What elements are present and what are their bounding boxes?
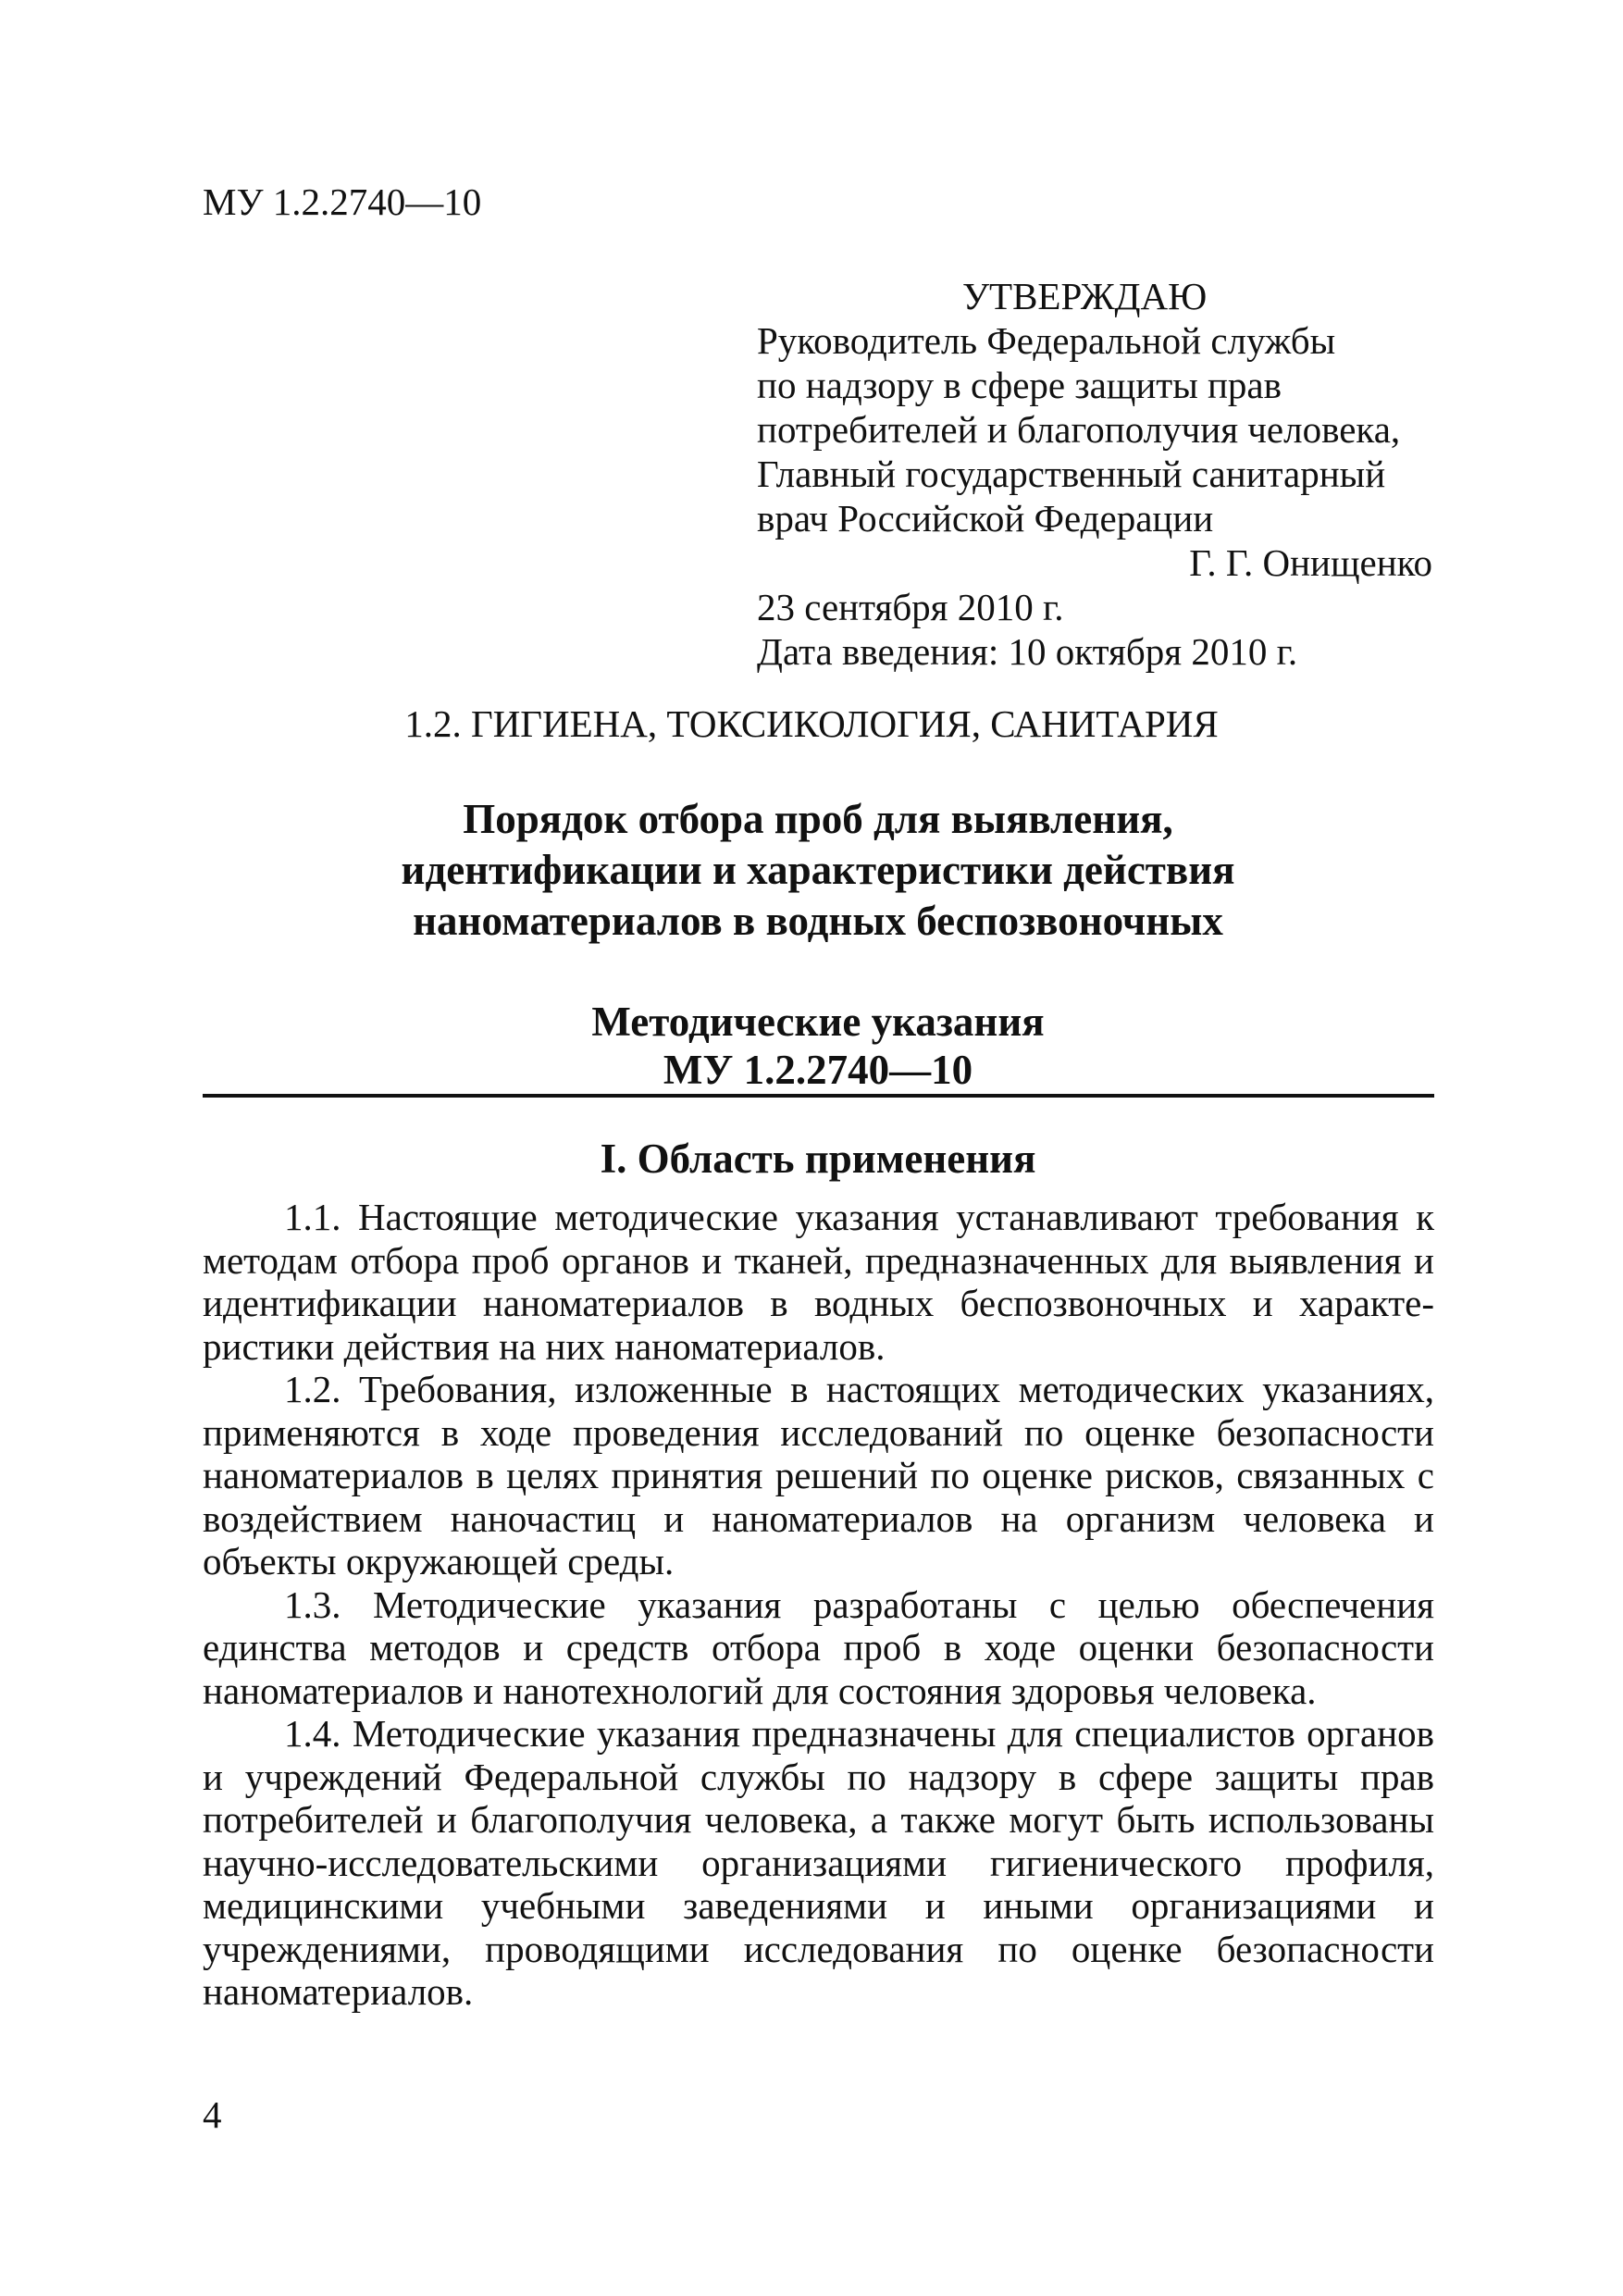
chapter-heading: I. Область применения <box>600 1136 1036 1182</box>
approval-date: 23 сентября 2010 г. <box>757 586 1064 628</box>
document-title <box>203 794 1433 947</box>
document-subtitle <box>203 998 1433 1094</box>
approval-title: УТВЕРЖДАЮ <box>962 275 1208 317</box>
section-heading: 1.2. ГИГИЕНА, ТОКСИКОЛОГИЯ, САНИТАРИЯ <box>404 702 1219 745</box>
document-code-header: МУ 1.2.2740—10 <box>203 180 482 223</box>
paragraph: 1.3. Методические указания разработаны с целью обеспечения единства методов и средств отбора проб в ходе оценки безопасности наноматериалов и нанотехнологий для состояния здоровья человека. <box>203 1582 1434 1712</box>
chapter-body <box>203 1196 1434 2014</box>
approval-line: потребителей и благополучия человека, <box>757 408 1401 451</box>
approval-signer: Г. Г. Онищенко <box>1189 541 1432 584</box>
effective-date: Дата введения: 10 октября 2010 г. <box>757 630 1298 673</box>
approval-line: врач Российской Федерации <box>757 497 1214 540</box>
document-title-line: Порядок отбора проб для выявления, <box>463 796 1173 842</box>
approval-line: Руководитель Федеральной службы <box>757 319 1336 362</box>
paragraph: 1.4. Методические указания предназначены для специалистов органов и учреждений Федеральной службы по надзору в сфере защиты прав потребителей и благополучия человека, а также могут быть использованы научно-исследовательскими организациями гигиенического профиля, медицинскими учебными заведениями и иными организациями и учреждениями, проводящими исследования по оценке безопасности наноматериалов. <box>203 1712 1434 2013</box>
document-title-line: наноматериалов в водных беспозвоночных <box>413 898 1223 944</box>
paragraph: 1.1. Настоящие методические указания устанавливают требования к методам отбора проб органов и тканей, предназначенных для выявления и идентификации наноматериалов в водных беспозвоночных и характеристики действия на них наноматериалов. <box>203 1196 1434 1368</box>
approval-line: по надзору в сфере защиты прав <box>757 364 1282 406</box>
document-number: МУ 1.2.2740—10 <box>663 1047 973 1093</box>
document-type: Методические указания <box>591 999 1045 1045</box>
document-title-line: идентификации и характеристики действия <box>401 847 1235 893</box>
horizontal-rule <box>203 1094 1434 1098</box>
paragraph: 1.2. Требования, изложенные в настоящих методических указаниях, применяются в ходе проведения исследований по оценке безопасности наноматериалов в целях принятия решений по оценке рисков, связанных с воздействием наночастиц и наноматериалов на организм человека и объекты окружающей среды. <box>203 1368 1434 1582</box>
approval-block <box>757 274 1432 674</box>
page-number: 4 <box>203 2093 222 2136</box>
approval-line: Главный государственный санитарный <box>757 453 1386 495</box>
